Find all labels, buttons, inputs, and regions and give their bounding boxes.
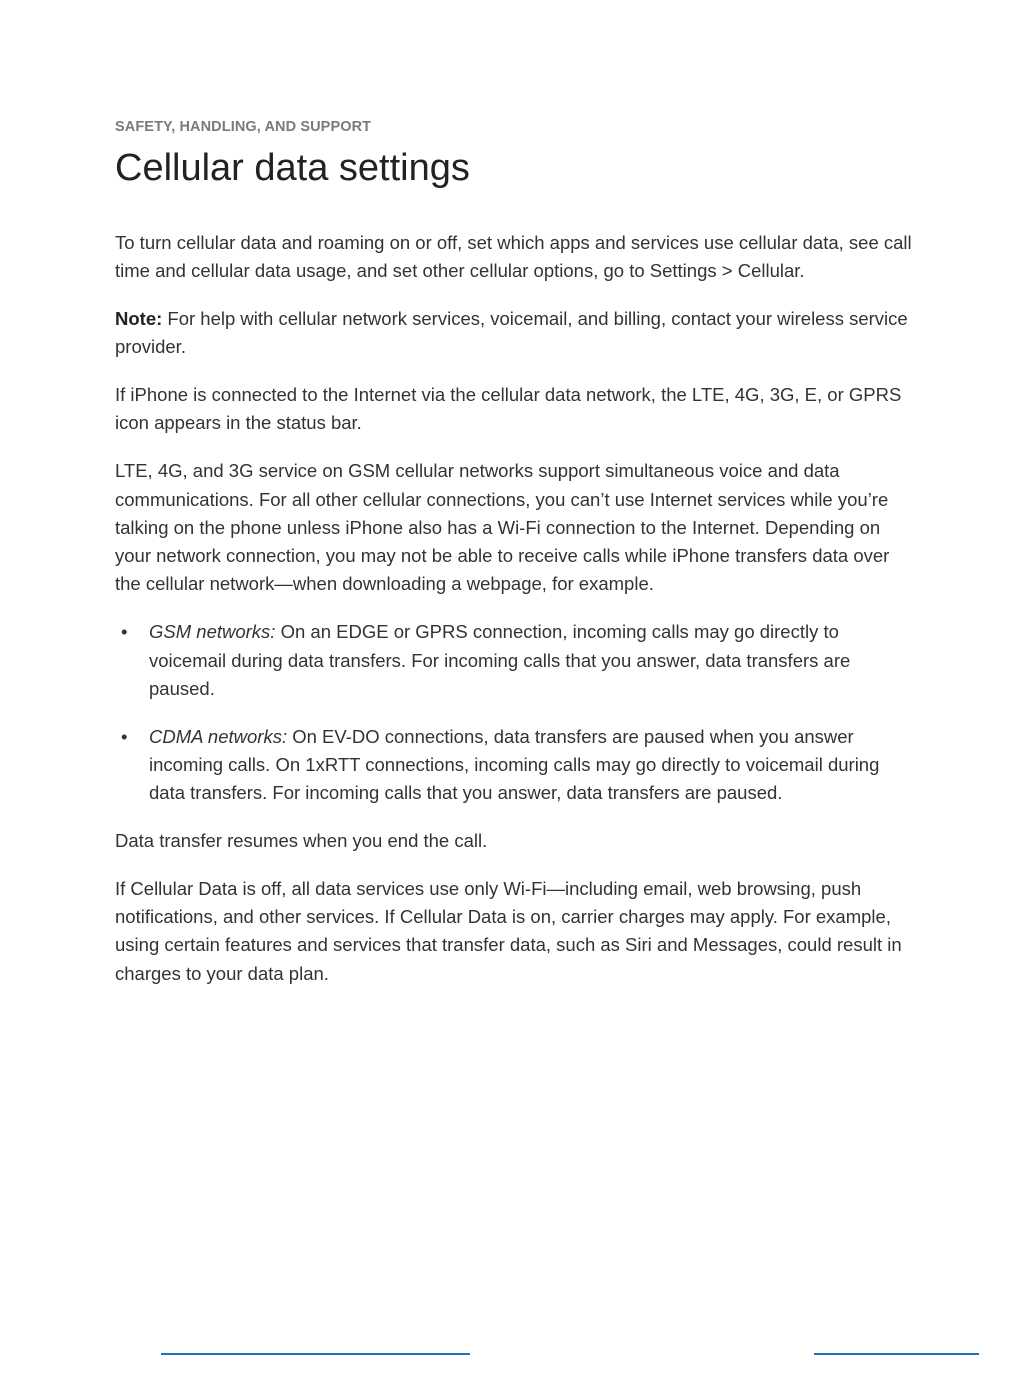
note-paragraph [115, 305, 915, 362]
simultaneous-paragraph: LTE, 4G, and 3G service on GSM cellular networks support simultaneous voice and data communications. For all other cellular connections, you can’t use Internet services while you’re talking on the phone unless iPhone also has a Wi-Fi connection to the Internet. Depending on your network connection, you may not be able to receive calls while iPhone transfers data over the cellular network—when downloading a webpage, for example. [115, 460, 890, 595]
list-item [115, 723, 915, 808]
bullet-label: GSM networks: [149, 621, 276, 643]
bullet-icon: • [121, 621, 128, 643]
list-item [115, 618, 915, 703]
cellular-off-paragraph: If Cellular Data is off, all data services use only Wi-Fi—including email, web browsing, push notifications, and other services. If Cellular Data is on, carrier charges may apply. For example, using certain features and services that transfer data, such as Siri and Messages, could result in charges to your data plan. [115, 877, 902, 984]
status-bar-paragraph: If iPhone is connected to the Internet via the cellular data network, the LTE, 4G, 3G, E, or GPRS icon appears in the status bar. [115, 384, 902, 434]
article-body [115, 229, 915, 988]
bullet-text: On EV-DO connections, data transfers are paused when you answer incoming calls. On 1xRTT connections, incoming calls may go directly to voicemail during data transfers. For incoming calls that you answer, data transfers are paused. [149, 725, 880, 804]
resume-paragraph: Data transfer resumes when you end the call. [115, 830, 488, 852]
footer-rule-left [161, 1353, 470, 1355]
intro-paragraph: To turn cellular data and roaming on or off, set which apps and services use cellular data, see call time and cellular data usage, and set other cellular options, go to Settings > Cellular. [115, 232, 912, 282]
page-title: Cellular data settings [115, 147, 470, 189]
document-page [115, 117, 915, 1008]
note-label: Note: [115, 308, 163, 330]
bullet-icon: • [121, 725, 128, 747]
bullet-text: On an EDGE or GPRS connection, incoming calls may go directly to voicemail during data transfers. For incoming calls that you answer, data transfers are paused. [149, 621, 851, 699]
section-label: SAFETY, HANDLING, AND SUPPORT [115, 119, 372, 135]
footer-rule-right [814, 1353, 979, 1355]
network-bullet-list [115, 618, 915, 807]
note-text: For help with cellular network services, voicemail, and billing, contact your wireless service provider. [115, 308, 908, 358]
bullet-label: CDMA networks: [149, 725, 288, 747]
